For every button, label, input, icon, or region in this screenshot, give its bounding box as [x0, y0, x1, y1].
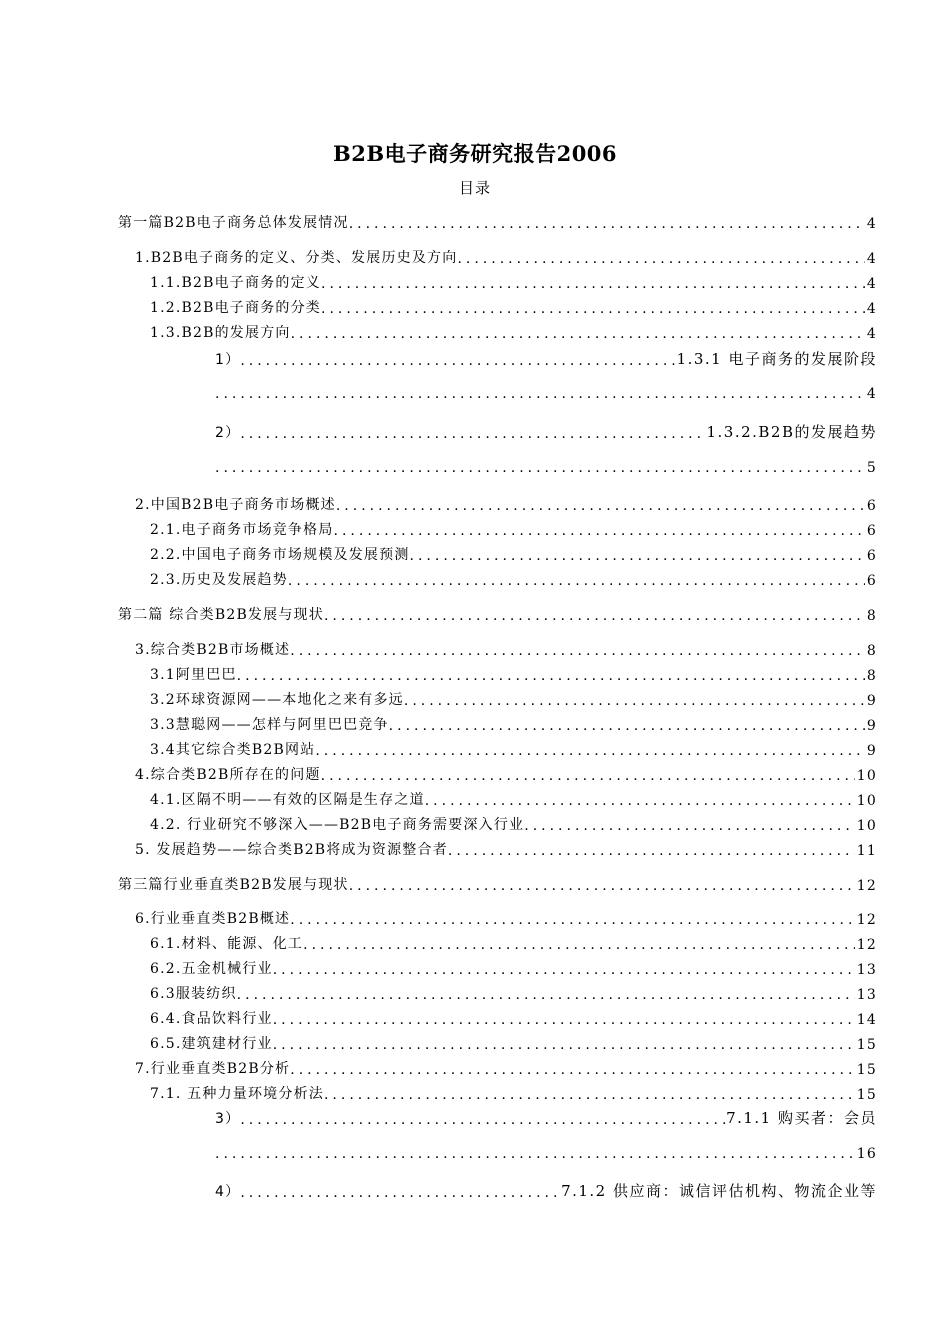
toc-entry[interactable] — [150, 787, 877, 809]
toc-entry-label: 3.4其它综合类B2B网站 — [150, 742, 316, 758]
toc-entry-label: 6.1.材料、能源、化工 — [150, 936, 304, 952]
toc-entry[interactable] — [135, 762, 877, 784]
toc-entry-label: 4.综合类B2B所存在的问题 — [135, 767, 321, 783]
toc-entry-page: 10 — [856, 793, 877, 809]
toc-entry-label: 3.3慧聪网——怎样与阿里巴巴竞争 — [150, 717, 389, 733]
toc-entry[interactable] — [150, 270, 877, 292]
toc-entry[interactable] — [150, 567, 877, 589]
toc-entry-label: 2.1.电子商务市场竞争格局 — [150, 522, 334, 538]
toc-entry-page: 11 — [856, 843, 877, 859]
toc-entry-page: 9 — [866, 693, 877, 709]
toc-entry[interactable] — [135, 837, 877, 859]
toc-entry-label: 6.行业垂直类B2B概述 — [135, 911, 291, 927]
toc-entry-page: 6 — [866, 548, 877, 564]
toc-entry-page: 10 — [856, 768, 877, 784]
toc-entry-page: 14 — [856, 1012, 877, 1028]
toc-entry-label: 第二篇 综合类B2B发展与现状 — [118, 607, 324, 623]
toc-entry-page: 4 — [866, 386, 877, 402]
toc-entry-label: 3.1阿里巴巴 — [150, 667, 237, 683]
toc-entry-page: 15 — [856, 1037, 877, 1053]
toc-entry-label: 2.中国B2B电子商务市场概述 — [135, 497, 336, 513]
toc-entry-label: 1.3.B2B的发展方向 — [150, 325, 291, 341]
toc-entry-page: 8 — [866, 643, 877, 659]
toc-entry[interactable] — [150, 931, 877, 953]
toc-entry-label: 第三篇行业垂直类B2B发展与现状 — [118, 877, 349, 893]
toc-entry-page: 4 — [866, 216, 877, 232]
toc-entry[interactable] — [215, 1104, 877, 1128]
toc-entry-page: 8 — [866, 668, 877, 684]
toc-entry[interactable] — [150, 687, 877, 709]
toc-entry[interactable] — [150, 981, 877, 1003]
toc-entry-continuation[interactable] — [215, 380, 877, 402]
toc-entry[interactable] — [215, 418, 877, 442]
toc-entry[interactable] — [135, 492, 877, 514]
toc-entry[interactable] — [118, 602, 877, 624]
toc-entry[interactable] — [150, 1006, 877, 1028]
toc-entry-page: 10 — [856, 818, 877, 834]
toc-entry-label: 6.4.食品饮料行业 — [150, 1011, 273, 1027]
toc-entry[interactable] — [150, 295, 877, 317]
toc-entry-label: 1.1.B2B电子商务的定义 — [150, 275, 321, 291]
toc-entry[interactable] — [150, 662, 877, 684]
toc-entry[interactable] — [215, 1177, 877, 1201]
toc-entry-page: 6 — [866, 523, 877, 539]
toc-entry[interactable] — [150, 1081, 877, 1103]
toc-entry-label: 7.行业垂直类B2B分析 — [135, 1061, 291, 1077]
toc-entry-prefix: 1） — [215, 352, 241, 368]
toc-entry-label: 1.3.2.B2B的发展趋势 — [706, 423, 877, 441]
toc-entry-page: 5 — [866, 460, 877, 476]
toc-entry[interactable] — [135, 637, 877, 659]
toc-entry-continuation[interactable] — [215, 454, 877, 476]
toc-entry-label: 7.1.1 购买者：会员 — [726, 1109, 877, 1127]
toc-entry-label: 6.2.五金机械行业 — [150, 961, 273, 977]
toc-entry-page: 9 — [866, 743, 877, 759]
toc-entry-page: 12 — [856, 878, 877, 894]
toc-entry-page: 4 — [866, 251, 877, 267]
toc-entry-page: 6 — [866, 498, 877, 514]
document-title: B2B电子商务研究报告2006 — [332, 141, 618, 166]
toc-entry-page: 12 — [856, 937, 877, 953]
toc-entry-page: 13 — [856, 962, 877, 978]
toc-entry[interactable] — [150, 320, 877, 342]
toc-entry[interactable] — [118, 872, 877, 894]
toc-entry[interactable] — [135, 1056, 877, 1078]
toc-entry[interactable] — [150, 956, 877, 978]
toc-entry-page: 15 — [856, 1087, 877, 1103]
toc-entry[interactable] — [135, 906, 877, 928]
toc-entry[interactable] — [118, 210, 877, 232]
toc-entry-continuation[interactable] — [215, 1140, 877, 1162]
toc-entry-page: 13 — [856, 987, 877, 1003]
toc-entry-label: 1.3.1 电子商务的发展阶段 — [676, 350, 877, 368]
toc-entry-prefix: 2） — [215, 425, 241, 441]
toc-entry-label: 7.1.2 供应商：诚信评估机构、物流企业等 — [561, 1182, 877, 1200]
toc-entry[interactable] — [215, 345, 877, 369]
toc-entry-label: 6.3服装纺织 — [150, 986, 237, 1002]
toc-entry-page: 15 — [856, 1062, 877, 1078]
toc-entry-label: 4.1.区隔不明——有效的区隔是生存之道 — [150, 792, 425, 808]
toc-entry-page: 4 — [866, 326, 877, 342]
toc-entry-label: 3.2环球资源网——本地化之来有多远 — [150, 692, 404, 708]
toc-entry-page: 4 — [866, 301, 877, 317]
toc-entry[interactable] — [150, 517, 877, 539]
toc-entry-label: 5. 发展趋势——综合类B2B将成为资源整合者 — [135, 842, 448, 858]
toc-entry-label: 2.3.历史及发展趋势 — [150, 572, 288, 588]
toc-entry[interactable] — [150, 712, 877, 734]
toc-entry-page: 4 — [866, 276, 877, 292]
toc-entry[interactable] — [150, 812, 877, 834]
toc-entry-label: 2.2.中国电子商务市场规模及发展预测 — [150, 547, 410, 563]
toc-entry[interactable] — [150, 737, 877, 759]
toc-entry-page: 6 — [866, 573, 877, 589]
toc-entry-label: 第一篇B2B电子商务总体发展情况 — [118, 215, 349, 231]
toc-entry-label: 6.5.建筑建材行业 — [150, 1036, 273, 1052]
toc-entry-label: 1.B2B电子商务的定义、分类、发展历史及方向 — [135, 250, 458, 266]
toc-entry-label: 7.1. 五种力量环境分析法 — [150, 1086, 324, 1102]
toc-entry-page: 12 — [856, 912, 877, 928]
toc-entry[interactable] — [135, 245, 877, 267]
toc-entry[interactable] — [150, 1031, 877, 1053]
toc-entry-page: 16 — [856, 1146, 877, 1162]
toc-entry-page: 9 — [866, 718, 877, 734]
toc-entry-page: 8 — [866, 608, 877, 624]
toc-entry-prefix: 4） — [215, 1184, 241, 1200]
toc-entry-label: 3.综合类B2B市场概述 — [135, 642, 291, 658]
toc-entry-prefix: 3） — [215, 1111, 241, 1127]
toc-entry[interactable] — [150, 542, 877, 564]
toc-entry-label: 1.2.B2B电子商务的分类 — [150, 300, 321, 316]
toc-heading: 目录 — [458, 179, 491, 197]
toc-entry-label: 4.2. 行业研究不够深入——B2B电子商务需要深入行业 — [150, 817, 525, 833]
